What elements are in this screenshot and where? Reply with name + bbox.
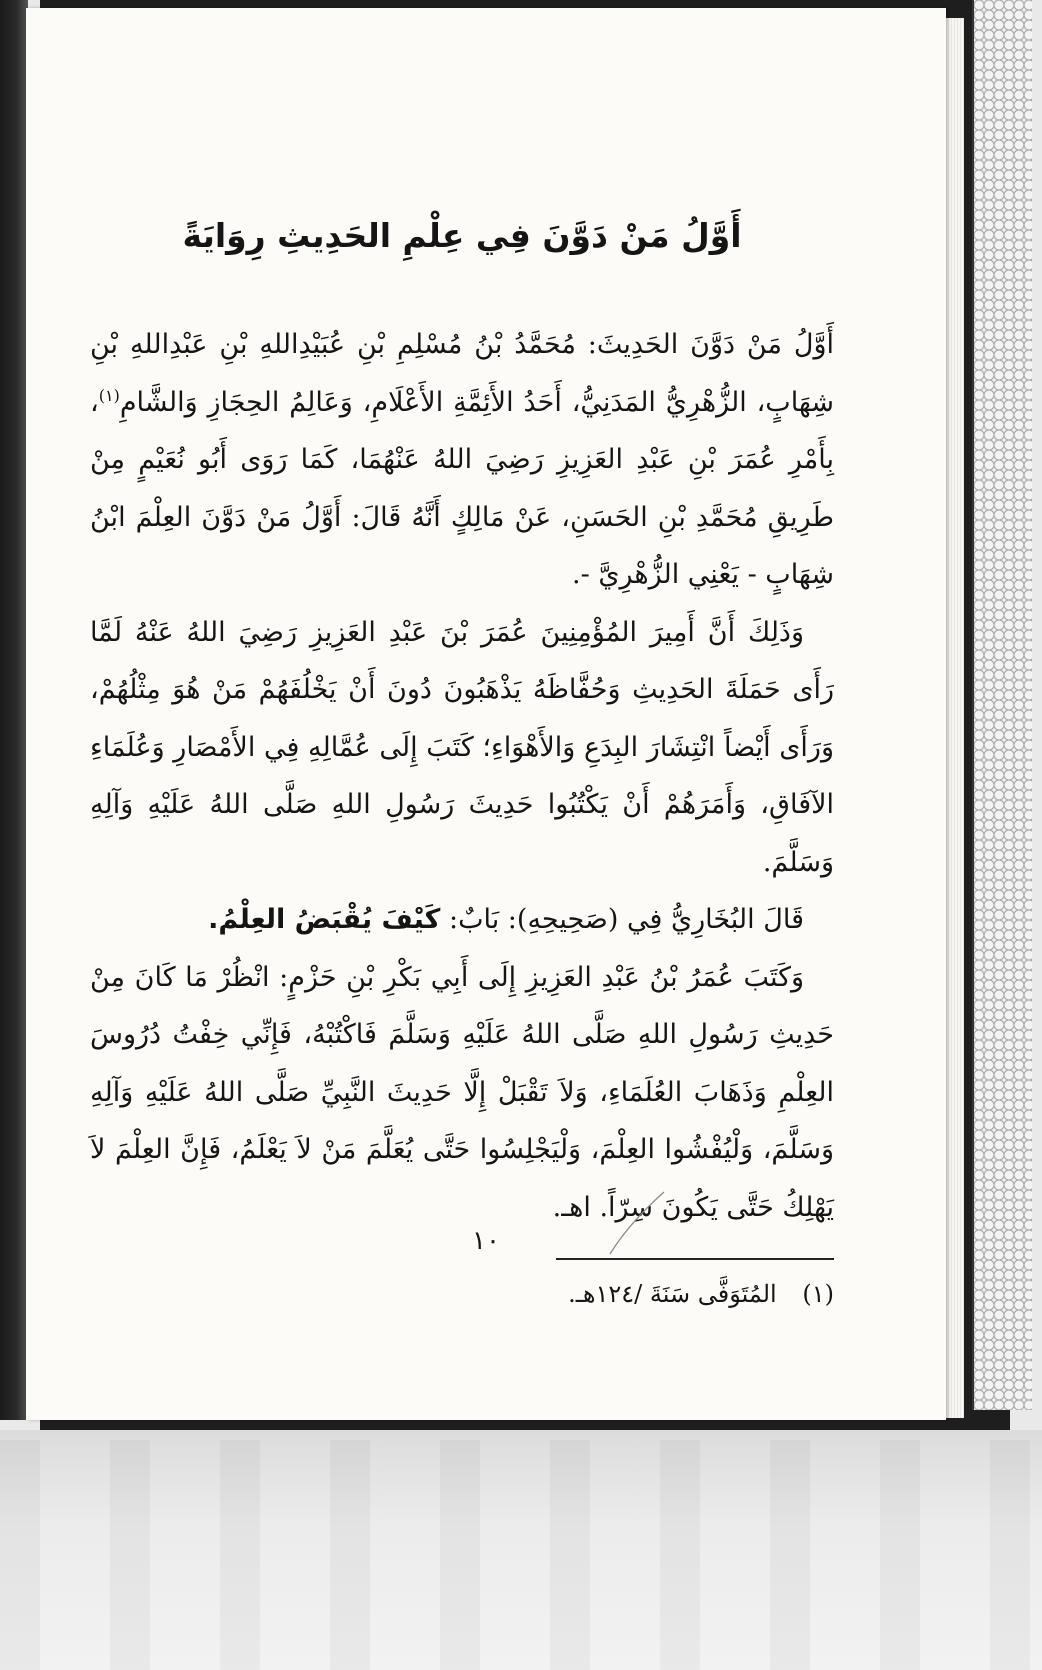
paragraph-umar-reason: وَذَلِكَ أَنَّ أَمِيرَ المُؤْمِنِينَ عُمَرَ بْنَ عَبْدِ العَزِيزِ رَضِيَ اللهُ عَنْهُ لَمَّا رَأَى حَمَلَةَ الحَدِيثِ وَحُفَّاظَهُ يَذْهَبُونَ دُونَ أَنْ يَخْلُفَهُمْ مَنْ هُوَ مِثْلُهُمْ، وَرَأَى أَيْضاً انْتِشَارَ البِدَعِ وَالأَهْوَاءِ؛ كَتَبَ إِلَى عُمَّالِهِ فِي الأَمْصَارِ وَعُلَمَاءِ الآفَاقِ، وَأَمَرَهُمْ أَنْ يَكْتُبُوا حَدِيثَ رَسُولِ اللهِ صَلَّى اللهُ عَلَيْهِ وَآلِهِ وَسَلَّمَ. [90,616,834,878]
bukhari-chapter-line [90,891,834,949]
scanner-mesh-background [972,0,1032,1410]
footnote-reference: (١) [98,385,120,405]
footnote [90,1274,834,1314]
page-stack-edge [946,18,964,1418]
page-content [90,188,834,1314]
book-spine-edge [0,0,28,1420]
scanner-bed-texture [0,1440,1042,1670]
paragraph-first-compiler [90,316,834,604]
paragraph-umar-letter: وَكَتَبَ عُمَرُ بْنُ عَبْدِ العَزِيزِ إِلَى أَبِي بَكْرِ بْنِ حَزْمٍ: انْظُرْ مَا كَانَ مِنْ حَدِيثِ رَسُولِ اللهِ صَلَّى اللهُ عَلَيْهِ وَسَلَّمَ فَاكْتُبْهُ، فَإِنِّي خِفْتُ دُرُوسَ العِلْمِ وَذَهَابَ العُلَمَاءِ، وَلاَ تَقْبَلْ إِلَّا حَدِيثَ النَّبِيِّ صَلَّى اللهُ عَلَيْهِ وَآلِهِ وَسَلَّمَ، وَلْيُفْشُوا العِلْمَ، وَلْيَجْلِسُوا حَتَّى يُعَلَّمَ مَنْ لاَ يَعْلَمُ، فَإِنَّ العِلْمَ لاَ يَهْلِكُ حَتَّى يَكُونَ سِرّاً. اهـ. [90,961,834,1223]
bukhari-intro: قَالَ البُخَارِيُّ فِي (صَحِيحِهِ): بَابٌ: [448,904,804,935]
bukhari-chapter-title: كَيْفَ يُقْبَضُ العِلْمُ. [208,904,441,935]
paragraph-text-continued: ، بِأَمْرِ عُمَرَ بْنِ عَبْدِ العَزِيزِ رَضِيَ اللهُ عَنْهُمَا، كَمَا رَوَى أَبُو نُعَيْمٍ مِنْ طَرِيقِ مُحَمَّدِ بْنِ الحَسَنِ، عَنْ مَالِكٍ أَنَّهُ قَالَ: أَوَّلُ مَنْ دَوَّنَ العِلْمَ ابْنُ شِهَابٍ - يَعْنِي الزُّهْرِيَّ -. [90,386,834,590]
page-title: أَوَّلُ مَنْ دَوَّنَ فِي عِلْمِ الحَدِيثِ رِوَايَةً [182,216,742,255]
footnote-text: المُتَوَفَّى سَنَةَ /١٢٤هـ. [568,1280,777,1308]
footnote-divider [556,1258,834,1260]
footnote-number: (١) [802,1280,834,1308]
page-number: ١٠ [472,1226,500,1256]
book-page [26,8,946,1420]
stray-pen-mark [606,1188,666,1258]
paragraph-text: أَوَّلُ مَنْ دَوَّنَ الحَدِيثَ: مُحَمَّدُ بْنُ مُسْلِمِ بْنِ عُبَيْدِاللهِ بْنِ عَبْدِاللهِ بْنِ شِهَابٍ، الزُّهْرِيُّ المَدَنِيُّ، أَحَدُ الأَئِمَّةِ الأَعْلَامِ، وَعَالِمُ الحِجَازِ وَالشَّامِ [90,329,834,418]
